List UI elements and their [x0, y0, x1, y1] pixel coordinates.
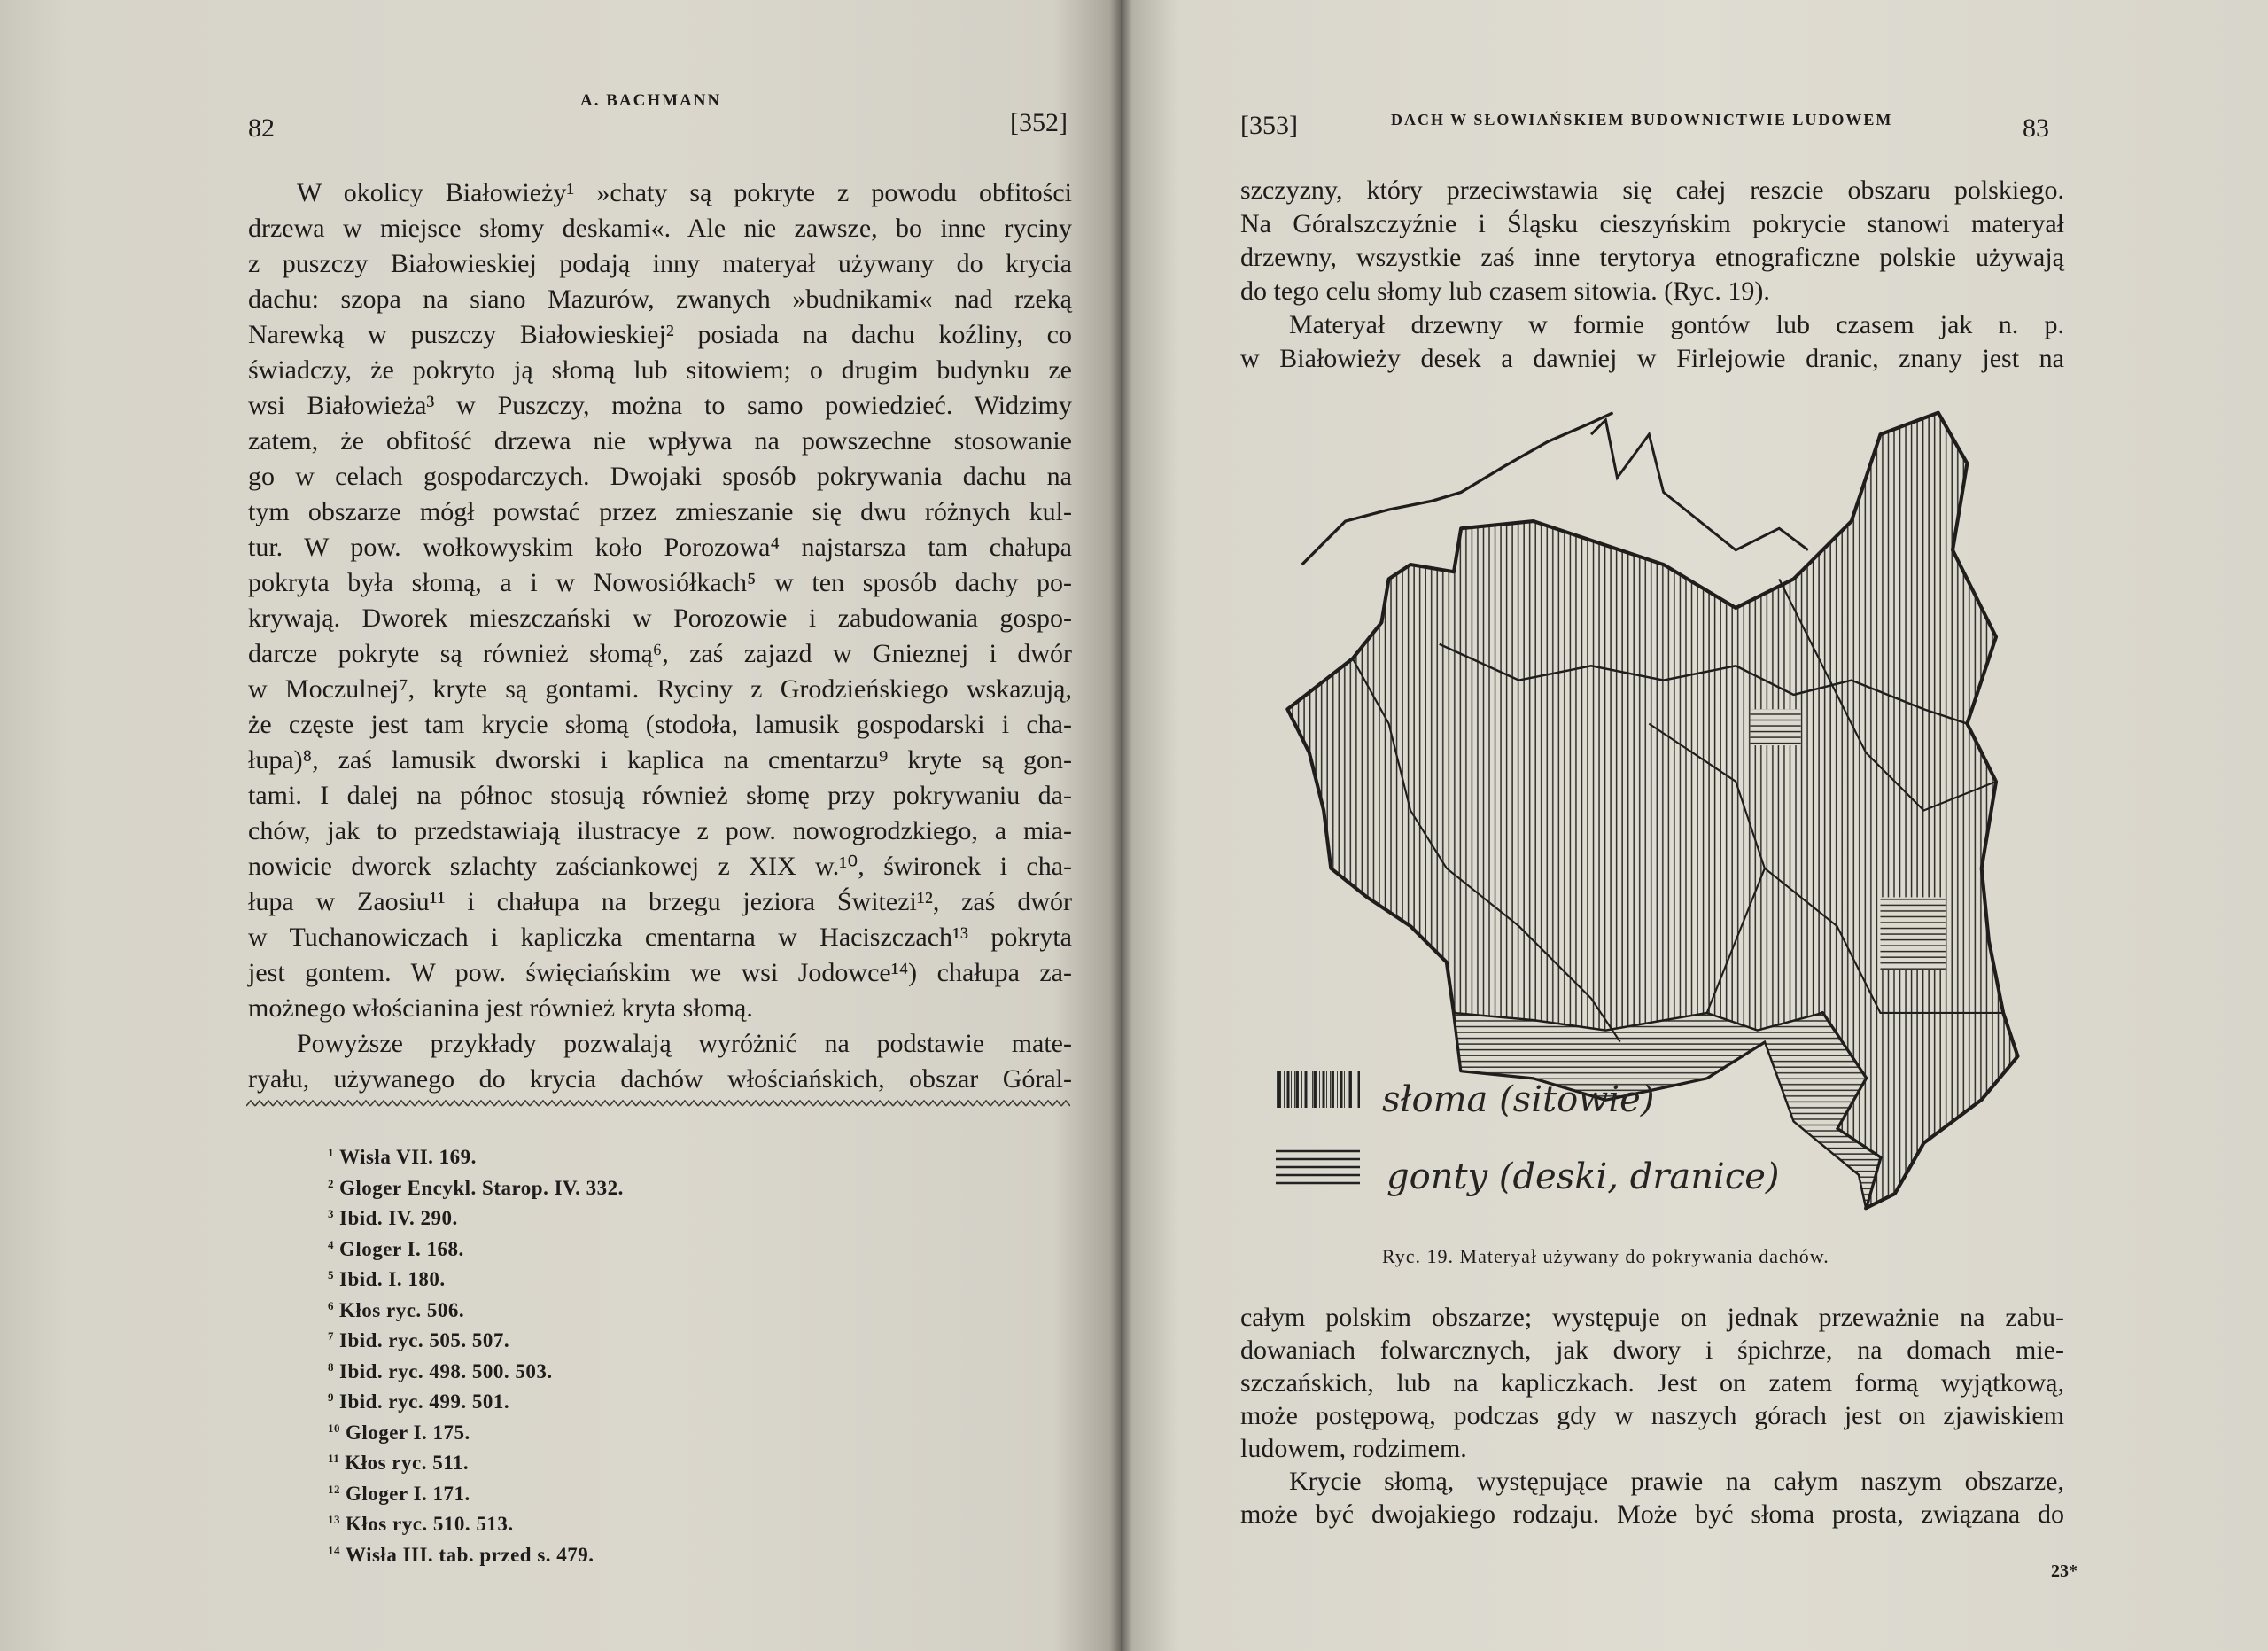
footnote [328, 1513, 514, 1536]
text-line: że częste jest tam krycie słomą (stodoła, lamusik gospodarski i cha- [248, 710, 1072, 739]
footnote-number: 14 [328, 1543, 340, 1557]
text-line: całym polskim obszarze; występuje on jednak przeważnie na zabu- [1240, 1303, 2064, 1332]
footnote-divider [246, 1097, 1070, 1110]
text-line: łupa w Zaosiu¹¹ i chałupa na brzegu jeziora Świtezi¹², zaś dwór [248, 887, 1072, 916]
footnote [328, 1146, 477, 1169]
text-line: Materyał drzewny w formie gontów lub czasem jak n. p. [1289, 310, 2064, 339]
text-line: możnego włościanina jest również kryta słomą. [248, 993, 753, 1023]
legend-vertical-hatch-icon [1276, 1071, 1360, 1108]
text-line: nowicie dworek szlachty zaściankowej z XIX w.¹⁰, świronek i cha- [248, 852, 1072, 881]
text-line: szczańskich, lub na kapliczkach. Jest on zatem formą wyjątkową, [1240, 1368, 2064, 1398]
footnote [328, 1483, 470, 1506]
text-line: krywają. Dworek mieszczański w Porozowie i zabudowania gospo- [248, 604, 1072, 633]
text-line: tym obszarze mógł powstać przez zmieszanie się dwu różnych kul- [248, 497, 1072, 526]
legend-horizontal-hatch-icon [1276, 1148, 1360, 1188]
text-line: tur. W pow. wołkowyskim koło Porozowa⁴ najstarsza tam chałupa [248, 533, 1072, 562]
text-line: Narewką w puszczy Białowieskiej² posiada na dachu koźliny, co [248, 320, 1072, 349]
footnote-number: 1 [328, 1146, 334, 1159]
footnote-number: 5 [328, 1268, 334, 1281]
text-line: Powyższe przykłady pozwalają wyróżnić na podstawie mate- [297, 1029, 1072, 1058]
footnote-text: Gloger I. 168. [339, 1237, 464, 1260]
footnote-number: 9 [328, 1390, 334, 1404]
text-line: go w celach gospodarczych. Dwojaki sposób pokrywania dachu na [248, 462, 1072, 491]
left-page-number: 82 [248, 113, 275, 143]
footnote-text: Kłos ryc. 506. [339, 1298, 465, 1321]
text-line: w Moczulnej⁷, kryte są gontami. Ryciny z Grodzieńskiego wskazują, [248, 674, 1072, 704]
footnote-text: Wisła VII. 169. [339, 1146, 477, 1168]
text-line: Na Góralszczyźnie i Śląsku cieszyńskim pokrycie stanowi materyał [1240, 209, 2064, 238]
text-line: jest gontem. W pow. święciańskim we wsi Jodowce¹⁴) chałupa za- [248, 958, 1072, 987]
text-line: chów, jak to przedstawiają ilustracye z pow. nowogrodzkiego, a mia- [248, 816, 1072, 845]
footnote-text: Wisła III. tab. przed s. 479. [346, 1543, 594, 1566]
text-line: świadczy, że pokryto ją słomą lub sitowiem; o drugim budynku ze [248, 355, 1072, 385]
left-running-head: A. BACHMANN [580, 91, 722, 110]
footnote [328, 1452, 469, 1475]
legend-label-straw: słoma (sitowie) [1382, 1079, 1655, 1120]
footnote-text: Kłos ryc. 511. [345, 1452, 470, 1474]
footnote [328, 1238, 464, 1261]
footnote [328, 1207, 458, 1230]
text-line: tami. I dalej na północ stosują również słomę przy pokrywaniu da- [248, 781, 1072, 810]
text-line: ryału, używanego do krycia dachów włościańskich, obszar Góral- [248, 1064, 1072, 1094]
footnote-text: Gloger I. 175. [346, 1421, 470, 1444]
text-line: darcze pokryte są również słomą⁶, zaś zajazd w Gnieznej i dwór [248, 639, 1072, 668]
text-line: ludowem, rodzimem. [1240, 1434, 1467, 1463]
footnote [328, 1390, 509, 1413]
text-line: W okolicy Białowieży¹ »chaty są pokryte z powodu obfitości [297, 178, 1072, 207]
text-line: drzewa w miejsce słomy deskami«. Ale nie zawsze, bo inne ryciny [248, 214, 1072, 243]
left-bracket-number: [352] [1010, 108, 1068, 137]
right-page-number: 83 [2023, 113, 2049, 143]
footnote-text: Kłos ryc. 510. 513. [346, 1513, 514, 1535]
text-line: zatem, że obfitość drzewa nie wpływa na powszechne stosowanie [248, 426, 1072, 456]
footnote-number: 13 [328, 1513, 340, 1526]
footnote-text: Ibid. ryc. 505. 507. [339, 1329, 510, 1351]
signature-mark: 23* [2051, 1561, 2078, 1581]
text-line: w Tuchanowiczach i kapliczka cmentarna w Haciszczach¹³ pokryta [248, 923, 1072, 952]
text-line: szczyzny, który przeciwstawia się całej reszcie obszaru polskiego. [1240, 175, 2064, 205]
right-bracket-number: [353] [1240, 111, 1298, 140]
legend-label-shingles: gonty (deski, dranice) [1386, 1156, 1780, 1197]
right-running-head: DACH W SŁOWIAŃSKIEM BUDOWNICTWIE LUDOWEM [1391, 111, 1893, 128]
footnote [328, 1299, 464, 1322]
footnote-text: Ibid. IV. 290. [339, 1207, 458, 1229]
footnote [328, 1360, 553, 1383]
figure-caption: Ryc. 19. Materyał używany do pokrywania dachów. [1382, 1245, 1829, 1267]
footnote-text: Gloger I. 171. [346, 1482, 470, 1505]
footnote [328, 1268, 446, 1291]
footnote-number: 11 [328, 1452, 340, 1465]
text-line: dowaniach folwarcznych, jak dwory i śpichrze, na domach mie- [1240, 1336, 2064, 1365]
text-line: drzewny, wszystkie zaś inne terytorya etnograficzne polskie używają [1240, 243, 2064, 272]
text-line: pokryta była słomą, a i w Nowosiółkach⁵ w ten sposób dachy po- [248, 568, 1072, 597]
text-line: z puszczy Białowieskiej podają inny materyał używany do krycia [248, 249, 1072, 278]
text-line: może postępową, podczas gdy w naszych górach jest on zjawiskiem [1240, 1401, 2064, 1430]
footnote-number: 10 [328, 1421, 340, 1435]
footnote-number: 4 [328, 1237, 334, 1251]
footnote-number: 8 [328, 1359, 334, 1374]
text-line: Krycie słomą, występujące prawie na całym naszym obszarze, [1289, 1467, 2064, 1496]
footnote-number: 3 [328, 1207, 334, 1220]
footnote-number: 2 [328, 1176, 334, 1190]
footnote-number: 6 [328, 1298, 334, 1312]
text-line: dachu: szopa na siano Mazurów, zwanych »budnikami« nad rzeką [248, 284, 1072, 314]
text-line: w Białowieży desek a dawniej w Firlejowie dranic, znany jest na [1240, 344, 2064, 373]
footnote-number: 7 [328, 1329, 334, 1343]
footnote-text: Ibid. ryc. 498. 500. 503. [339, 1359, 553, 1382]
footnote [328, 1177, 624, 1200]
footnote-text: Ibid. ryc. 499. 501. [339, 1390, 510, 1413]
footnote-number: 12 [328, 1482, 340, 1496]
footnote [328, 1421, 470, 1445]
text-line: do tego celu słomy lub czasem sitowia. (Ryc. 19). [1240, 276, 1770, 306]
text-line: może być dwojakiego rodzaju. Może być słoma prosta, związana do [1240, 1499, 2064, 1529]
text-line: łupa)⁸, zaś lamusik dworski i kaplica na cmentarzu⁹ kryte są gon- [248, 745, 1072, 775]
footnote-text: Gloger Encykl. Starop. IV. 332. [339, 1176, 624, 1199]
footnote-text: Ibid. I. 180. [339, 1268, 446, 1290]
footnote [328, 1544, 594, 1567]
footnote [328, 1329, 509, 1352]
text-line: wsi Białowieża³ w Puszczy, można to samo powiedzieć. Widzimy [248, 391, 1072, 420]
